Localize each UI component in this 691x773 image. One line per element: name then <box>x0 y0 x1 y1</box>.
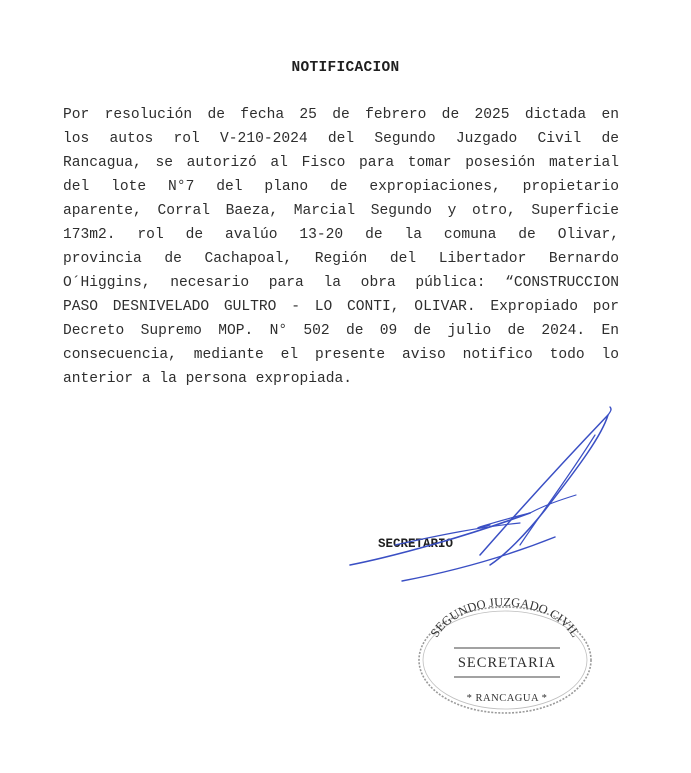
body-line-12: anterior a la persona expropiada. <box>63 371 353 387</box>
signer-label: SECRETARIO <box>378 537 454 551</box>
body-line-10: Decreto Supremo MOP. N° 502 de 09 de julio de 2024. En <box>63 323 619 339</box>
body-line-5: aparente, Corral Baeza, Marcial Segundo y otro, Superficie <box>63 203 619 219</box>
body-line-7: provincia de Cachapoal, Región del Libertador Bernardo <box>63 251 619 267</box>
seal-top-text: SEGUNDO JUZGADO CIVIL <box>427 598 583 640</box>
body-line-8: O´Higgins, necesario para la obra pública: “CONSTRUCCION <box>63 275 619 291</box>
court-seal <box>410 598 600 718</box>
body-line-11: consecuencia, mediante el presente aviso notifico todo lo <box>63 347 619 363</box>
body-line-1: Por resolución de fecha 25 de febrero de 2025 dictada en <box>63 107 619 123</box>
body-line-6: 173m2. rol de avalúo 13-20 de la comuna de Olivar, <box>63 227 619 243</box>
body-line-4: del lote N°7 del plano de expropiaciones, propietario <box>63 179 619 195</box>
seal-bottom-text: * RANCAGUA * <box>466 693 548 704</box>
body-line-2: los autos rol V-210-2024 del Segundo Juzgado Civil de <box>63 131 619 147</box>
body-line-9: PASO DESNIVELADO GULTRO - LO CONTI, OLIVAR. Expropiado por <box>63 299 619 315</box>
seal-center-text: SECRETARIA <box>457 655 557 671</box>
handwritten-signature <box>340 405 630 595</box>
document-title: NOTIFICACION <box>291 60 400 76</box>
notification-body <box>63 103 619 391</box>
body-line-3: Rancagua, se autorizó al Fisco para tomar posesión material <box>63 155 619 171</box>
